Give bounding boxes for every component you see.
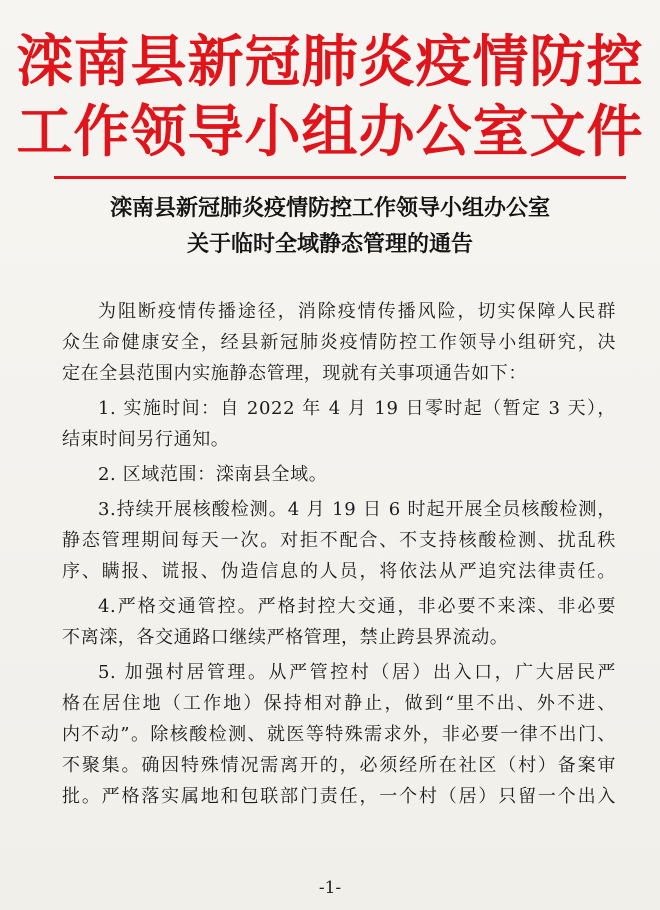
body-line: 5. 加强村居管理。从严管控村（居）出入口，广大居民严 (98, 662, 616, 683)
body-line: 1. 实施时间：自 2022 年 4 月 19 日零时起（暂定 3 天）， (98, 398, 616, 419)
body-line: 2. 区域范围：滦南县全域。 (98, 464, 328, 485)
notice-title-line-1: 滦南县新冠肺炎疫情防控工作领导小组办公室 (109, 195, 550, 221)
letterhead-line-1: 滦南县新冠肺炎疫情防控 (16, 30, 644, 95)
body-line: 不离滦，各交通路口继续严格管理，禁止跨县界流动。 (62, 627, 509, 648)
item-3-paragraph (62, 494, 616, 591)
notice-title (0, 190, 660, 262)
body-line: 4.严格交通管控。严格封控大交通，非必要不来滦、非必要 (98, 596, 616, 617)
intro-paragraph (62, 296, 616, 393)
red-divider-line (54, 176, 626, 179)
body-line: 定在全县范围内实施静态管理，现就有关事项通告如下： (62, 363, 527, 384)
body-line: 为阻断疫情传播途径，消除疫情传播风险，切实保障人民群 (98, 301, 616, 322)
item-1-paragraph (62, 393, 616, 459)
body-line: 批。严格落实属地和包联部门责任，一个村（居）只留一个出入 (62, 786, 616, 807)
body-line: 不聚集。确因特殊情况需离开的，必须经所在社区（村）备案审 (62, 755, 616, 776)
body-line: 序、瞒报、谎报、伪造信息的人员，将依法从严追究法律责任。 (62, 561, 616, 582)
body-line: 内不动”。除核酸检测、就医等特殊需求外，非必要一律不出门、 (62, 724, 616, 745)
red-letterhead (0, 28, 660, 168)
item-5-paragraph (62, 657, 616, 812)
body-line: 众生命健康安全，经县新冠肺炎疫情防控工作领导小组研究，决 (62, 332, 616, 353)
notice-body (62, 296, 616, 812)
body-line: 格在居住地（工作地）保持相对静止，做到“里不出、外不进、 (62, 693, 616, 714)
body-line: 3.持续开展核酸检测。4 月 19 日 6 时起开展全员核酸检测， (98, 499, 616, 520)
body-line: 静态管理期间每天一次。对拒不配合、不支持核酸检测、扰乱秩 (62, 530, 616, 551)
notice-title-line-2: 关于临时全域静态管理的通告 (186, 231, 473, 257)
item-4-paragraph (62, 591, 616, 657)
body-line: 结束时间另行通知。 (62, 429, 230, 450)
letterhead-line-2: 工作领导小组办公室文件 (16, 100, 644, 165)
page-number: -1- (318, 878, 342, 898)
item-2-paragraph (62, 459, 616, 494)
